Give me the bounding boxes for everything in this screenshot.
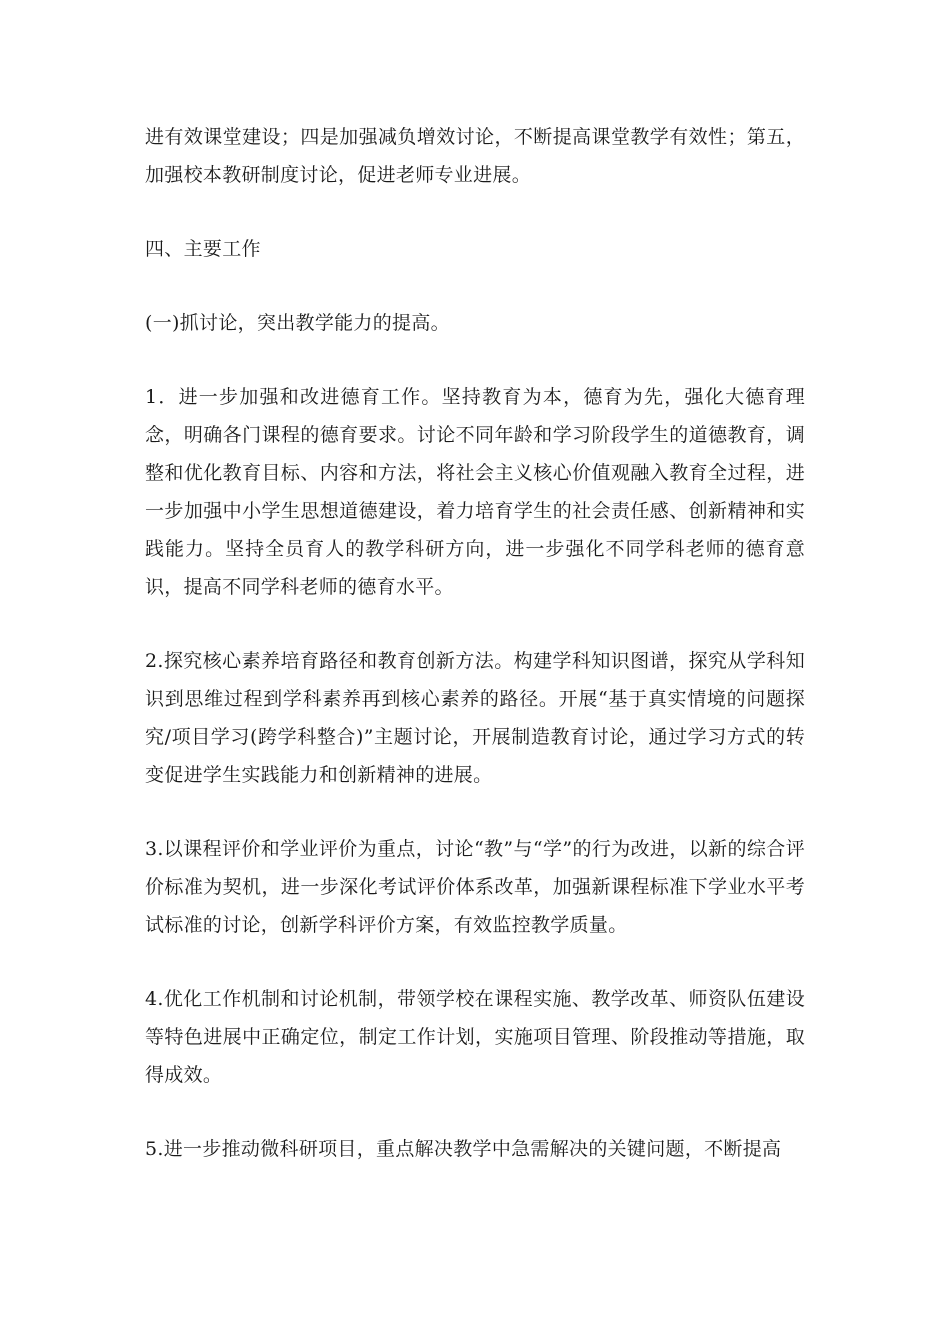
paragraph-item-5: 5.进一步推动微科研项目，重点解决教学中急需解决的关键问题，不断提高 [145, 1138, 782, 1160]
paragraph-item-4: 4.优化工作机制和讨论机制，带领学校在课程实施、教学改革、师资队伍建设等特色进展中正确定位，制定工作计划，实施项目管理、阶段推动等措施，取得成效。 [145, 988, 805, 1086]
paragraph-item-2: 2.探究核心素养培育路径和教育创新方法。构建学科知识图谱，探究从学科知识到思维过程到学科素养再到核心素养的路径。开展“基于真实情境的问题探究/项目学习(跨学科整合)”主题讨论，开展制造教育讨论，通过学习方式的转变促进学生实践能力和创新精神的进展。 [145, 650, 805, 786]
paragraph-item-1: 1．进一步加强和改进德育工作。坚持教育为本，德育为先，强化大德育理念，明确各门课程的德育要求。讨论不同年龄和学习阶段学生的道德教育，调整和优化教育目标、内容和方法，将社会主义核心价值观融入教育全过程，进一步加强中小学生思想道德建设，着力培育学生的社会责任感、创新精神和实践能力。坚持全员育人的教学科研方向，进一步强化不同学科老师的德育意识，提高不同学科老师的德育水平。 [145, 386, 805, 598]
document-body [145, 118, 805, 1204]
subsection-heading-research: (一)抓讨论，突出教学能力的提高。 [145, 312, 450, 334]
paragraph-intro-continuation: 进有效课堂建设；四是加强减负增效讨论，不断提高课堂教学有效性；第五，加强校本教研制度讨论，促进老师专业进展。 [145, 126, 805, 186]
paragraph-item-3: 3.以课程评价和学业评价为重点，讨论“教”与“学”的行为改进，以新的综合评价标准为契机，进一步深化考试评价体系改革，加强新课程标准下学业水平考试标准的讨论，创新学科评价方案，有效监控教学质量。 [145, 838, 805, 936]
section-heading-main-work: 四、主要工作 [145, 238, 261, 260]
